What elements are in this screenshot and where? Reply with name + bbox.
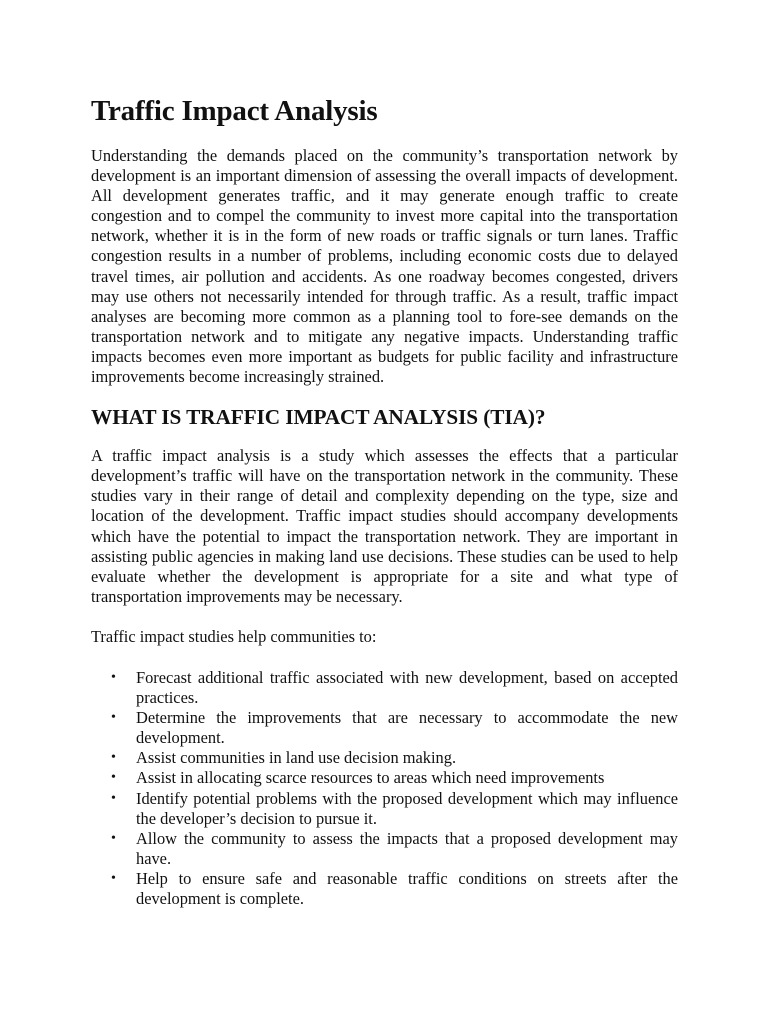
section-heading: WHAT IS TRAFFIC IMPACT ANALYSIS (TIA)?	[91, 405, 546, 430]
section-paragraph: A traffic impact analysis is a study which assesses the effects that a particular development’s traffic will have on the transportation network in the community. These studies vary in their range of detail and complexity depending on the type, size and location of the development. Traffic impact studies should accompany developments which have the potential to impact the transportation network. They are important in assisting public agencies in making land use decisions. These studies can be used to help evaluate whether the development is appropriate for a site and what type of transportation improvements may be necessary.	[91, 446, 678, 606]
list-item	[91, 829, 678, 869]
list-item	[91, 748, 678, 768]
list-item-text: Allow the community to assess the impacts that a proposed development may have.	[136, 828, 678, 868]
bullet-icon: •	[111, 710, 116, 726]
list-item-text: Help to ensure safe and reasonable traffic conditions on streets after the development is complete.	[136, 868, 678, 908]
list-intro: Traffic impact studies help communities to:	[91, 626, 377, 646]
list-item	[91, 708, 678, 748]
bullet-icon: •	[111, 770, 116, 786]
intro-paragraph: Understanding the demands placed on the community’s transportation network by development is an important dimension of assessing the overall impacts of development. All development generates traffic, and it may generate enough traffic to create congestion and to compel the community to invest more capital into the transportation network, whether it is in the form of new roads or traffic signals or turn lanes. Traffic congestion results in a number of problems, including economic costs due to delayed travel times, air pollution and accidents. As one roadway becomes congested, drivers may use others not necessarily intended for through traffic. As a result, traffic impact analyses are becoming more common as a planning tool to fore-see demands on the transportation network and to mitigate any negative impacts. Understanding traffic impacts becomes even more important as budgets for public facility and infrastructure improvements become increasingly strained.	[91, 146, 678, 387]
bullet-icon: •	[111, 669, 116, 685]
bullet-icon: •	[111, 790, 116, 806]
list-item-text: Determine the improvements that are necessary to accommodate the new development.	[136, 708, 678, 748]
list-item-text: Assist in allocating scarce resources to areas which need improvements	[136, 768, 605, 788]
list-item-text: Forecast additional traffic associated with new development, based on accepted practices.	[136, 667, 678, 708]
bullet-icon: •	[111, 830, 116, 846]
benefits-list	[91, 668, 678, 909]
document-page	[91, 92, 678, 909]
list-item-text: Identify potential problems with the proposed development which may influence the developer’s decision to pursue it.	[136, 788, 678, 828]
list-item	[91, 789, 678, 829]
list-item	[91, 668, 678, 708]
list-item	[91, 768, 678, 788]
list-item	[91, 869, 678, 909]
bullet-icon: •	[111, 870, 116, 886]
bullet-icon: •	[111, 750, 116, 766]
page-title: Traffic Impact Analysis	[91, 95, 378, 127]
list-item-text: Assist communities in land use decision making.	[136, 748, 457, 768]
